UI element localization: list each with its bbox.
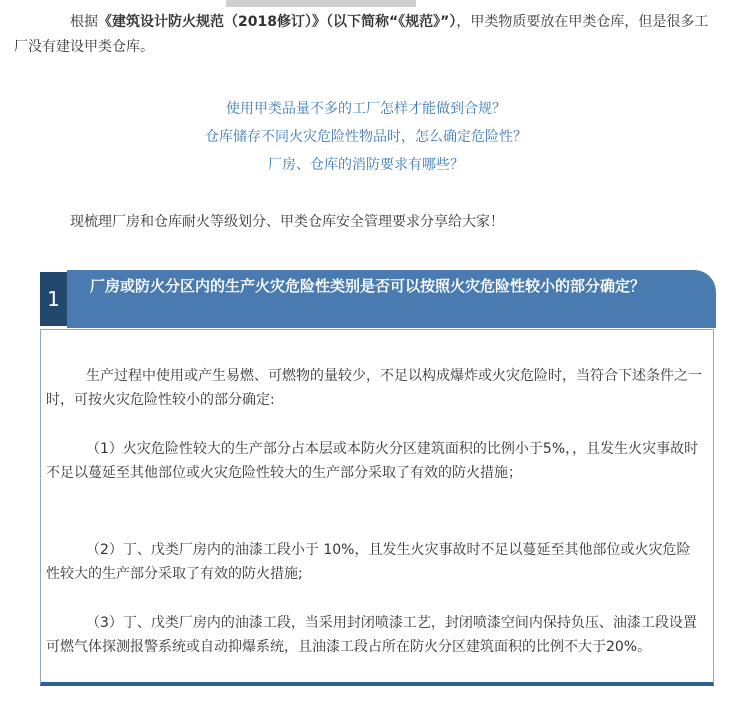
question-list <box>0 95 732 179</box>
intro-bold-reference: 《建筑设计防火规范（2018修订）》（以下简称“《规范》”） <box>98 14 457 30</box>
section-title: 厂房或防火分区内的生产火灾危险性类别是否可以按照火灾危险性较小的部分确定？ <box>90 277 646 295</box>
summary-paragraph: 现梳理厂房和仓库耐火等级划分、甲类仓库安全管理要求分享给大家！ <box>70 214 504 230</box>
question-item: 使用甲类品量不多的工厂怎样才能做到合规？ <box>226 101 506 117</box>
condition-paragraph-1: （1）火灾危险性较大的生产部分占本层或本防火分区建筑面积的比例小于5%，，且发生火灾事故时不足以蔓延至其他部位或火灾危险性较大的生产部分采取了有效的防火措施； <box>46 441 699 481</box>
question-item: 厂房、仓库的消防要求有哪些？ <box>268 157 464 173</box>
condition-paragraph-2: （2）丁、戊类厂房内的油漆工段小于 10%，且发生火灾事故时不足以蔓延至其他部位或火灾危险性较大的生产部分采取了有效的防火措施; <box>46 542 691 582</box>
section-number-badge: 1 <box>40 272 67 326</box>
intro-suffix: ，甲类物质要放在甲类仓库，但是很多工厂没有建设甲类仓库。 <box>14 14 709 55</box>
content-paragraph: 生产过程中使用或产生易燃、可燃物的量较少，不足以构成爆炸或火灾危险时，当符合下述条件之一时，可按火灾危险性较小的部分确定: <box>46 368 702 408</box>
question-item: 仓库储存不同火灾危险性物品时，怎么确定危险性？ <box>205 129 527 145</box>
condition-paragraph-3: （3）丁、戊类厂房内的油漆工段，当采用封闭喷漆工艺，封闭喷漆空间内保持负压、油漆工段设置可燃气体探测报警系统或自动抑爆系统，且油漆工段占所在防火分区建筑面积的比例不大于20%。 <box>46 615 697 655</box>
header-image-fragment <box>226 0 416 7</box>
section-header <box>40 270 716 328</box>
intro-prefix: 根据 <box>70 14 98 30</box>
intro-paragraph <box>14 10 722 60</box>
